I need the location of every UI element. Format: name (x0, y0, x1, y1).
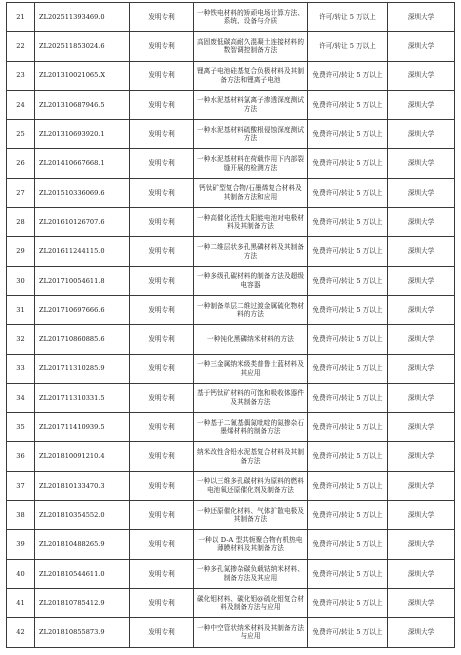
transfer-mode-cell: 许可/转让 5 万以上 (308, 3, 388, 32)
table-row (7, 588, 455, 617)
table-row (7, 266, 455, 295)
transfer-mode-cell: 免费许可/转让 5 万以上 (308, 413, 388, 442)
patent-type-cell: 发明专利 (130, 471, 194, 500)
patent-name-cell: 一种以三维多孔碳材料为原料的燃料电池氧还原催化剂及制备方法 (194, 471, 308, 500)
table-row (7, 354, 455, 383)
row-number-cell: 34 (7, 383, 35, 412)
patent-name-cell: 一种水泥基材料硫酸根侵蚀深度测试方法 (194, 120, 308, 149)
patent-id-cell: ZL201810544611.0 (35, 559, 130, 588)
row-number-cell: 31 (7, 295, 35, 324)
owner-cell: 深圳大学 (388, 559, 455, 588)
patent-name-cell: 一种水泥基材料氯离子渗透深度测试方法 (194, 90, 308, 119)
patent-type-cell: 发明专利 (130, 266, 194, 295)
patent-name-cell: 一种还原催化材料、气体扩散电极及其制备方法 (194, 501, 308, 530)
patent-type-cell: 发明专利 (130, 501, 194, 530)
table-row (7, 32, 455, 61)
patent-name-cell: 一种铁电材料的矫顽电场计算方法、系统、设备与介质 (194, 3, 308, 32)
transfer-mode-cell: 免费许可/转让 5 万以上 (308, 237, 388, 266)
row-number-cell: 30 (7, 266, 35, 295)
transfer-mode-cell: 免费许可/转让 5 万以上 (308, 61, 388, 90)
table-row (7, 90, 455, 119)
transfer-mode-cell: 免费许可/转让 5 万以上 (308, 471, 388, 500)
transfer-mode-cell: 免费许可/转让 5 万以上 (308, 588, 388, 617)
table-row (7, 618, 455, 647)
table-row (7, 530, 455, 559)
table-row (7, 383, 455, 412)
patent-id-cell: ZL201810133470.3 (35, 471, 130, 500)
patent-id-cell: ZL202511393469.0 (35, 3, 130, 32)
patent-type-cell: 发明专利 (130, 237, 194, 266)
transfer-mode-cell: 免费许可/转让 5 万以上 (308, 178, 388, 207)
table-row (7, 442, 455, 471)
patent-table-body (7, 3, 455, 648)
patent-id-cell: ZL201711410939.5 (35, 413, 130, 442)
patent-id-cell: ZL201310693920.1 (35, 120, 130, 149)
row-number-cell: 28 (7, 208, 35, 237)
patent-id-cell: ZL201710697666.6 (35, 295, 130, 324)
owner-cell: 深圳大学 (388, 149, 455, 178)
owner-cell: 深圳大学 (388, 295, 455, 324)
patent-type-cell: 发明专利 (130, 588, 194, 617)
patent-id-cell: ZL201711310285.9 (35, 354, 130, 383)
patent-type-cell: 发明专利 (130, 208, 194, 237)
owner-cell: 深圳大学 (388, 61, 455, 90)
transfer-mode-cell: 免费许可/转让 5 万以上 (308, 530, 388, 559)
patent-name-cell: 基于钙钛矿材料的可饱和吸收体器件及其制备方法 (194, 383, 308, 412)
owner-cell: 深圳大学 (388, 120, 455, 149)
table-row (7, 325, 455, 354)
row-number-cell: 41 (7, 588, 35, 617)
patent-name-cell: 一种基于二氰基偶氮吡啶的氮掺杂石墨烯材料的制备方法 (194, 413, 308, 442)
row-number-cell: 29 (7, 237, 35, 266)
table-row (7, 559, 455, 588)
transfer-mode-cell: 免费许可/转让 5 万以上 (308, 354, 388, 383)
patent-name-cell: 锂离子电池硅基复合负极材料及其制备方法和锂离子电池 (194, 61, 308, 90)
patent-id-cell: ZL201810488265.9 (35, 530, 130, 559)
owner-cell: 深圳大学 (388, 90, 455, 119)
patent-type-cell: 发明专利 (130, 32, 194, 61)
owner-cell: 深圳大学 (388, 3, 455, 32)
patent-type-cell: 发明专利 (130, 325, 194, 354)
owner-cell: 深圳大学 (388, 530, 455, 559)
patent-name-cell: 高固废低碳高耐久混凝土连接材料的数智调控制备方法 (194, 32, 308, 61)
row-number-cell: 33 (7, 354, 35, 383)
row-number-cell: 21 (7, 3, 35, 32)
owner-cell: 深圳大学 (388, 501, 455, 530)
patent-type-cell: 发明专利 (130, 618, 194, 647)
owner-cell: 深圳大学 (388, 178, 455, 207)
row-number-cell: 24 (7, 90, 35, 119)
patent-id-cell: ZL201810785412.9 (35, 588, 130, 617)
patent-type-cell: 发明专利 (130, 149, 194, 178)
patent-name-cell: 一种钝化黑磷纳米材料的方法 (194, 325, 308, 354)
table-row (7, 208, 455, 237)
patent-name-cell: 一种以 D-A 型共轭聚合物有机热电薄膜材料及其制备方法 (194, 530, 308, 559)
row-number-cell: 36 (7, 442, 35, 471)
patent-type-cell: 发明专利 (130, 295, 194, 324)
owner-cell: 深圳大学 (388, 208, 455, 237)
table-row (7, 3, 455, 32)
row-number-cell: 40 (7, 559, 35, 588)
patent-name-cell: 一种中空管状纳米材料及其制备方法与应用 (194, 618, 308, 647)
owner-cell: 深圳大学 (388, 266, 455, 295)
row-number-cell: 25 (7, 120, 35, 149)
patent-id-cell: ZL201711310331.5 (35, 383, 130, 412)
owner-cell: 深圳大学 (388, 618, 455, 647)
row-number-cell: 22 (7, 32, 35, 61)
transfer-mode-cell: 免费许可/转让 5 万以上 (308, 266, 388, 295)
patent-id-cell: ZL201310687946.5 (35, 90, 130, 119)
transfer-mode-cell: 许可/转让 5 万以上 (308, 32, 388, 61)
patent-id-cell: ZL202511853024.6 (35, 32, 130, 61)
patent-id-cell: ZL201410667668.1 (35, 149, 130, 178)
transfer-mode-cell: 免费许可/转让 5 万以上 (308, 208, 388, 237)
patent-type-cell: 发明专利 (130, 559, 194, 588)
patent-type-cell: 发明专利 (130, 90, 194, 119)
patent-id-cell: ZL201510336069.6 (35, 178, 130, 207)
transfer-mode-cell: 免费许可/转让 5 万以上 (308, 442, 388, 471)
patent-id-cell: ZL201710860885.6 (35, 325, 130, 354)
patent-name-cell: 一种制备单层二维过渡金属硫化物材料的方法 (194, 295, 308, 324)
patent-type-cell: 发明专利 (130, 530, 194, 559)
row-number-cell: 39 (7, 530, 35, 559)
table-row (7, 471, 455, 500)
table-row (7, 61, 455, 90)
transfer-mode-cell: 免费许可/转让 5 万以上 (308, 120, 388, 149)
patent-type-cell: 发明专利 (130, 413, 194, 442)
table-row (7, 413, 455, 442)
table-row (7, 120, 455, 149)
owner-cell: 深圳大学 (388, 383, 455, 412)
transfer-mode-cell: 免费许可/转让 5 万以上 (308, 295, 388, 324)
row-number-cell: 23 (7, 61, 35, 90)
row-number-cell: 26 (7, 149, 35, 178)
owner-cell: 深圳大学 (388, 588, 455, 617)
transfer-mode-cell: 免费许可/转让 5 万以上 (308, 501, 388, 530)
patent-name-cell: 一种高催化活性太阳能电池对电极材料及其制备方法 (194, 208, 308, 237)
transfer-mode-cell: 免费许可/转让 5 万以上 (308, 559, 388, 588)
owner-cell: 深圳大学 (388, 325, 455, 354)
owner-cell: 深圳大学 (388, 237, 455, 266)
patent-name-cell: 一种水泥基材料在荷载作用下内部裂缝开展的检测方法 (194, 149, 308, 178)
transfer-mode-cell: 免费许可/转让 5 万以上 (308, 383, 388, 412)
table-row (7, 149, 455, 178)
table-row (7, 295, 455, 324)
row-number-cell: 27 (7, 178, 35, 207)
owner-cell: 深圳大学 (388, 442, 455, 471)
patent-name-cell: 钙钛矿型复合物/石墨烯复合材料及其制备方法和应用 (194, 178, 308, 207)
row-number-cell: 42 (7, 618, 35, 647)
row-number-cell: 38 (7, 501, 35, 530)
row-number-cell: 32 (7, 325, 35, 354)
patent-name-cell: 一种多级孔碳材料的制备方法及超级电容器 (194, 266, 308, 295)
patent-name-cell: 一种多孔氮掺杂碳负载钴纳米材料、制备方法及其应用 (194, 559, 308, 588)
patent-name-cell: 碳化钼材料、碳化钼@硫化钼复合材料及制备方法与应用 (194, 588, 308, 617)
owner-cell: 深圳大学 (388, 354, 455, 383)
patent-id-cell: ZL201310021065.X (35, 61, 130, 90)
patent-id-cell: ZL201610126707.6 (35, 208, 130, 237)
patent-type-cell: 发明专利 (130, 61, 194, 90)
patent-name-cell: 一种三金属纳米级类普鲁士蓝材料及其应用 (194, 354, 308, 383)
patent-type-cell: 发明专利 (130, 383, 194, 412)
owner-cell: 深圳大学 (388, 471, 455, 500)
transfer-mode-cell: 免费许可/转让 5 万以上 (308, 325, 388, 354)
patent-list-page (6, 2, 454, 648)
patent-id-cell: ZL201611244115.0 (35, 237, 130, 266)
patent-type-cell: 发明专利 (130, 442, 194, 471)
patent-type-cell: 发明专利 (130, 178, 194, 207)
patent-id-cell: ZL201710054611.8 (35, 266, 130, 295)
owner-cell: 深圳大学 (388, 32, 455, 61)
patent-name-cell: 纳米改性含铅水泥基复合材料及其制备方法 (194, 442, 308, 471)
row-number-cell: 35 (7, 413, 35, 442)
transfer-mode-cell: 免费许可/转让 5 万以上 (308, 90, 388, 119)
patent-type-cell: 发明专利 (130, 120, 194, 149)
patent-id-cell: ZL201810354552.0 (35, 501, 130, 530)
owner-cell: 深圳大学 (388, 413, 455, 442)
patent-id-cell: ZL201810091210.4 (35, 442, 130, 471)
patent-id-cell: ZL201810855873.9 (35, 618, 130, 647)
table-row (7, 501, 455, 530)
table-row (7, 178, 455, 207)
table-row (7, 237, 455, 266)
patent-name-cell: 一种二维层状多孔黑磷材料及其制备方法 (194, 237, 308, 266)
transfer-mode-cell: 免费许可/转让 5 万以上 (308, 149, 388, 178)
transfer-mode-cell: 免费许可/转让 5 万以上 (308, 618, 388, 647)
patent-type-cell: 发明专利 (130, 3, 194, 32)
patent-type-cell: 发明专利 (130, 354, 194, 383)
patent-table (6, 2, 455, 648)
row-number-cell: 37 (7, 471, 35, 500)
